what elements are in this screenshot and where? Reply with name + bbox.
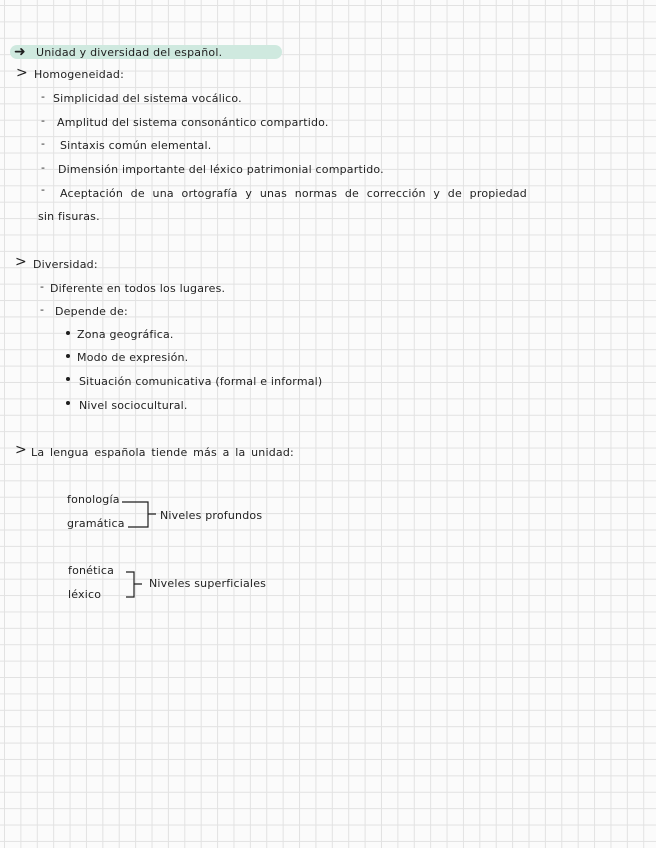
sub-list-item: Nivel sociocultural. bbox=[79, 399, 188, 412]
arrow-right-icon: ➜ bbox=[14, 44, 26, 60]
section-heading-diversidad: Diversidad: bbox=[33, 258, 98, 271]
dash-icon: - bbox=[40, 303, 44, 316]
section-heading-unidad: La lengua española tiende más a la unidad: bbox=[31, 446, 294, 459]
dash-icon: - bbox=[41, 90, 45, 103]
list-item: Sintaxis común elemental. bbox=[60, 139, 212, 152]
bracket-icon bbox=[122, 567, 152, 601]
list-item: Simplicidad del sistema vocálico. bbox=[53, 92, 242, 105]
sub-list-item: Zona geográfica. bbox=[77, 328, 174, 341]
bracket-word: léxico bbox=[68, 588, 102, 601]
bracket-word: fonología bbox=[67, 493, 120, 506]
list-item: Amplitud del sistema consonántico compartido. bbox=[57, 116, 329, 129]
bracket-word: gramática bbox=[67, 517, 125, 530]
section-heading-homogeneidad: Homogeneidad: bbox=[34, 68, 125, 81]
list-item: Aceptación de una ortografía y unas normas de corrección y de propiedad bbox=[60, 187, 527, 200]
bullet-icon bbox=[66, 354, 70, 358]
bracket-word: fonética bbox=[68, 564, 115, 577]
page-title: Unidad y diversidad del español. bbox=[36, 46, 223, 59]
chevron-right-icon: > bbox=[15, 254, 27, 270]
list-item: Diferente en todos los lugares. bbox=[50, 282, 226, 295]
sub-list-item: Situación comunicativa (formal e informal) bbox=[79, 375, 323, 388]
chevron-right-icon: > bbox=[16, 65, 28, 81]
bullet-icon bbox=[66, 377, 70, 381]
bullet-icon bbox=[66, 401, 70, 405]
dash-icon: - bbox=[40, 280, 44, 293]
bracket-label: Niveles profundos bbox=[160, 509, 263, 522]
sub-list-item: Modo de expresión. bbox=[77, 351, 189, 364]
list-item-continuation: sin fisuras. bbox=[38, 210, 100, 223]
list-item: Depende de: bbox=[55, 305, 128, 318]
dash-icon: - bbox=[41, 183, 45, 196]
dash-icon: - bbox=[41, 161, 45, 174]
chevron-right-icon: > bbox=[15, 442, 27, 458]
dash-icon: - bbox=[41, 137, 45, 150]
bullet-icon bbox=[66, 331, 70, 335]
list-item: Dimensión importante del léxico patrimonial compartido. bbox=[58, 163, 384, 176]
bracket-icon bbox=[120, 497, 160, 531]
bracket-label: Niveles superficiales bbox=[149, 577, 267, 590]
dash-icon: - bbox=[41, 114, 45, 127]
